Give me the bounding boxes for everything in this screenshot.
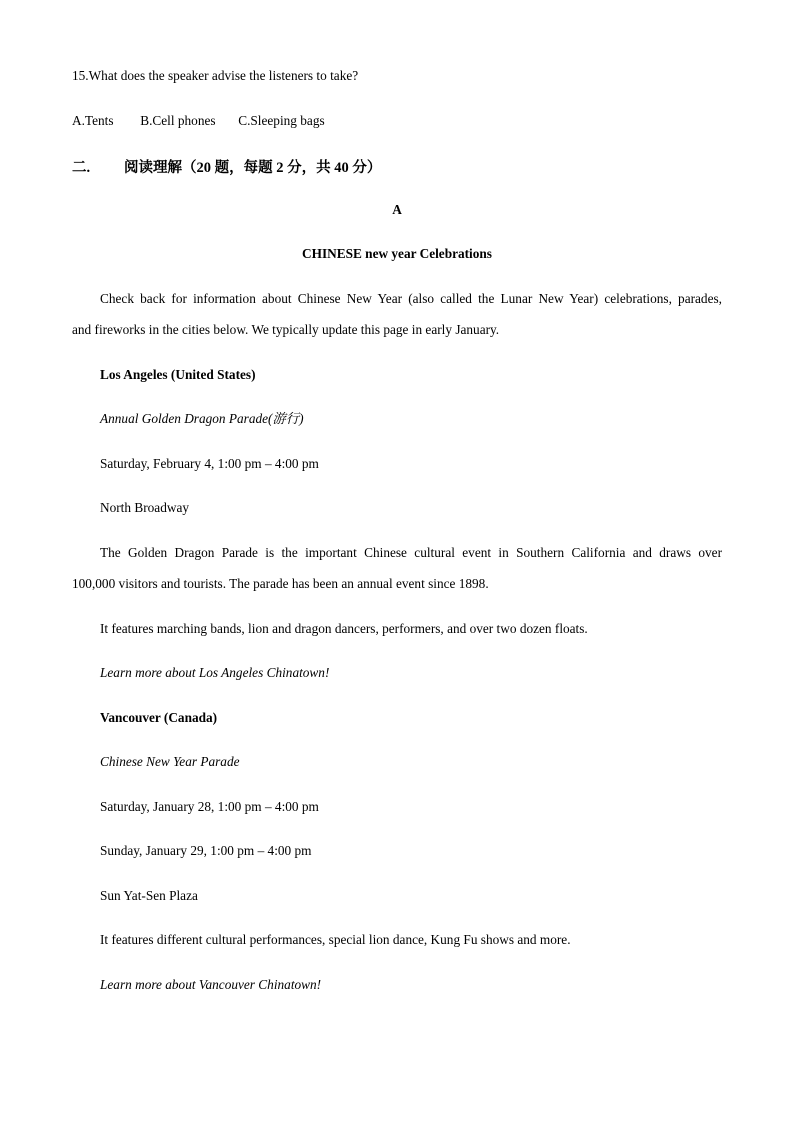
option-a: A.Tents — [72, 113, 114, 128]
la-city-heading: Los Angeles (United States) — [100, 367, 256, 382]
la-event-name: Annual Golden Dragon Parade(游行) — [100, 411, 304, 426]
passage-label: A — [392, 202, 402, 217]
vancouver-event-name: Chinese New Year Parade — [100, 754, 240, 769]
la-desc-line-2: 100,000 visitors and tourists. The parade has been an annual event since 1898. — [72, 576, 489, 591]
passage-title: CHINESE new year Celebrations — [302, 246, 492, 261]
vancouver-event-date-2: Sunday, January 29, 1:00 pm – 4:00 pm — [100, 843, 312, 858]
section-title: 阅读理解（20 题，每题 2 分，共 40 分） — [124, 160, 382, 176]
vancouver-learn-more-link[interactable]: Learn more about Vancouver Chinatown! — [100, 977, 322, 992]
question-options — [72, 113, 325, 129]
la-event-date: Saturday, February 4, 1:00 pm – 4:00 pm — [100, 456, 319, 471]
option-c: C.Sleeping bags — [238, 113, 325, 128]
question-stem: 15.What does the speaker advise the listeners to take? — [72, 68, 359, 83]
vancouver-event-place: Sun Yat-Sen Plaza — [100, 888, 198, 903]
la-event-place: North Broadway — [100, 500, 189, 515]
vancouver-features: It features different cultural performances, special lion dance, Kung Fu shows and more. — [100, 932, 571, 947]
la-features: It features marching bands, lion and dragon dancers, performers, and over two dozen floats. — [100, 621, 588, 636]
vancouver-city-heading: Vancouver (Canada) — [100, 710, 218, 725]
vancouver-event-date-1: Saturday, January 28, 1:00 pm – 4:00 pm — [100, 799, 319, 814]
la-desc-line-1: The Golden Dragon Parade is the important Chinese cultural event in Southern California and draws over — [100, 545, 722, 560]
intro-line-2: and fireworks in the cities below. We typically update this page in early January. — [72, 322, 500, 337]
section-number: 二. — [72, 160, 91, 176]
section-heading — [72, 156, 381, 177]
intro-line-1: Check back for information about Chinese New Year (also called the Lunar New Year) celebrations, parades, — [100, 291, 722, 306]
la-learn-more-link[interactable]: Learn more about Los Angeles Chinatown! — [100, 665, 330, 680]
option-b: B.Cell phones — [140, 113, 216, 128]
